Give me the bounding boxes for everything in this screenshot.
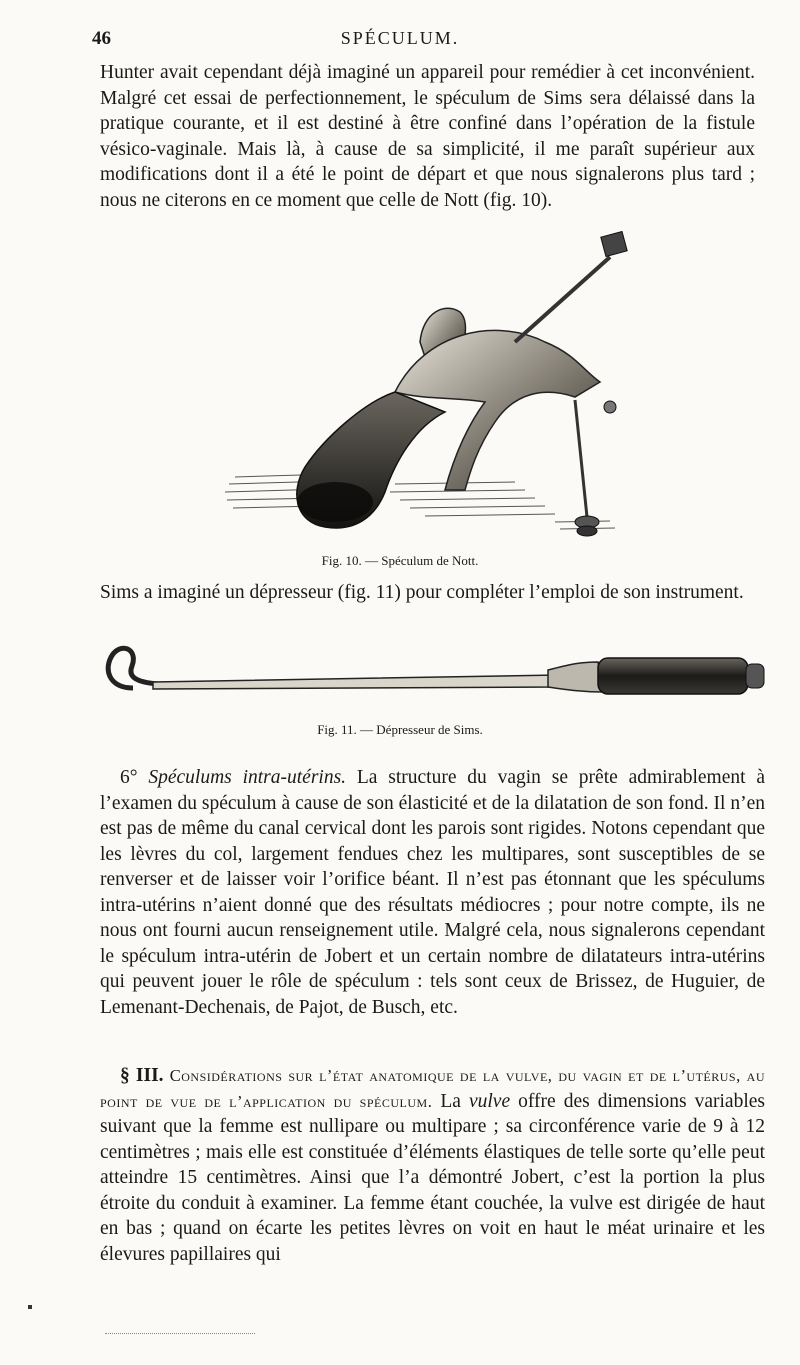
page-speck [28,1305,32,1309]
paragraph-3 [100,765,765,1020]
paragraph-3-body: La structure du vagin se prête admirablement à l’examen du spéculum à cause de son élasticité et de la dilatation de son fond. Il n’en est pas de même du canal cervical dont les parois sont rigides. Notons cependant que les lèvres du col, largement fendues chez les multipares, sont susceptibles de se renverser et de laisser voir l’orifice béant. Il n’est pas étonnant que les spéculums intra-utérins n’aient donné que des résultats médiocres ; pour notre compte, ils ne nous ont fourni aucun renseignement utile. Malgré cela, nous signalerons cependant le spéculum intra-utérin de Jobert et un certain nombre de dilatateurs intra-utérins qui peuvent jouer le rôle de spéculum : tels sont ceux de Brissez, de Huguier, de Lemenant-Dechenais, de Pajot, de Busch, etc. [100,767,766,1018]
page-number: 46 [92,28,111,49]
paragraph-4 [100,1063,765,1267]
section-title: Spéculums intra-utérins. [148,767,347,788]
paragraph-2: Sims a imaginé un dépresseur (fig. 11) pour compléter l’emploi de son instrument. [100,582,744,603]
running-title: SPÉCULUM. [340,28,460,48]
page-footer-rule [105,1333,255,1334]
figure-10-caption: Fig. 10. — Spéculum de Nott. [321,553,479,568]
paragraph-4-body-a: La [432,1090,469,1112]
paragraph-1: Hunter avait cependant déjà imaginé un appareil pour remédier à cet inconvénient. Malgré cet essai de perfectionnement, le spéculum de Sims sera délaissé dans la pratique courante, et il est destiné à être confiné dans l’opération de la fistule vésico-vaginale. Mais là, à cause de sa simplicité, il me paraît supérieur aux modifications dont il a été le point de départ et que nous signalerons plus tard ; nous ne citerons en ce moment que celle de Nott (fig. 10). [100,62,755,211]
figure-11-caption: Fig. 11. — Dépresseur de Sims. [317,722,483,737]
section-number: 6° [120,767,149,788]
figure-10-illustration [215,222,645,552]
section-mark: § III. [120,1065,170,1086]
section-heading: Considérations sur l’état anatomique de la vulve, du vagin et de l’utérus, au point de vue de l’application du spéculum. [100,1066,765,1111]
vulve-term: vulve [468,1090,511,1112]
running-head [0,28,800,56]
paragraph-4-body-b: offre des dimensions variables suivant que la femme est nullipare ou multipare ; sa circonférence varie de 9 à 12 centimètres ; mais elle est constituée d’éléments élastiques de telle sorte qu’elle peut atteindre 15 centimètres. Ainsi que l’a démontré Jobert, c’est la portion la plus étroite du conduit à examiner. La femme étant couchée, la vulve est dirigée de haut en bas ; quand on écarte les petites lèvres on voit en haut le méat urinaire et les élevures papillaires qui [100,1090,765,1265]
figure-11-illustration [98,640,768,710]
